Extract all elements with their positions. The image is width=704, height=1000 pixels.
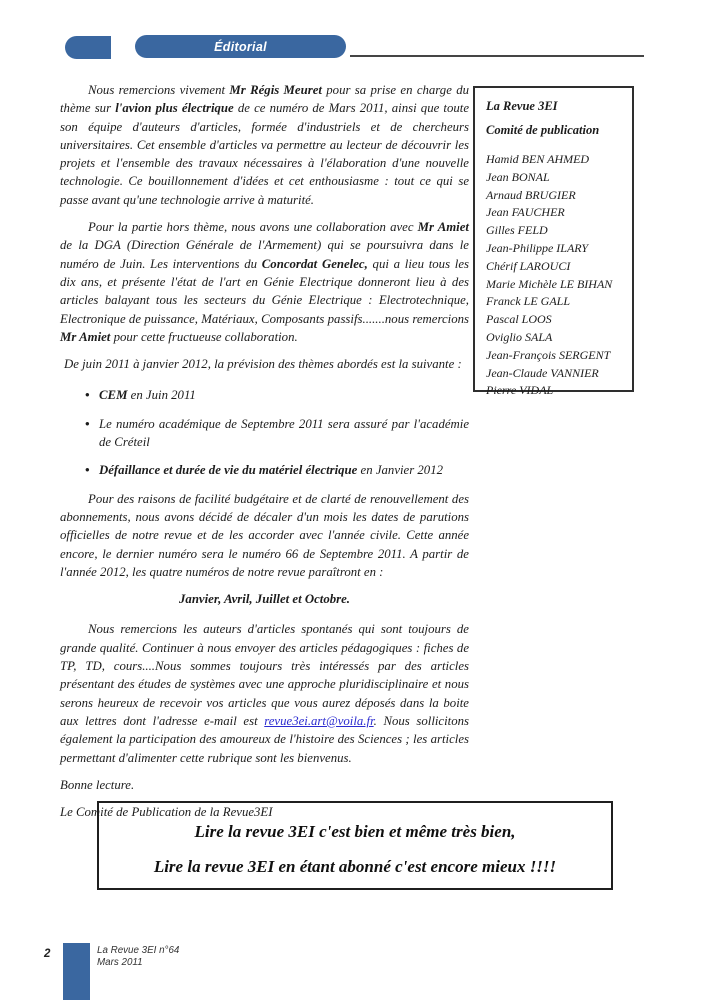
paragraph-theme: Nous remercions vivement Mr Régis Meuret pour sa prise en charge du thème sur l'avion plus électrique de ce numéro de Mars 2011, ainsi que toute son équipe d'auteurs d'articles, formée d'industriels et de chercheurs universitaires. Cet ensemble d'articles va permettre au lecteur de découvrir les projets et l'ensemble des travaux nécessaires à l'élaboration d'une nouvelle technologie. Ce bouillonnement d'idées et cet enthousiasme : tout ce qui se passe avant qu'une technologie arrive à maturité. (60, 83, 470, 207)
editorial-banner (135, 35, 346, 58)
paragraph-hors-theme: Pour la partie hors thème, nous avons une collaboration avec Mr Amiet de la DGA (Direction Générale de l'Armement) qui se poursuivra dans le numéro de Juin. Les interventions du Concordat Genelec, qui a lieu tous les dix ans, et présente l'état de l'art en Génie Electrique donneront lieu à des articles balayant tous les secteurs du Génie Electrique : Electrotechnique, Electronique de puissance, Matériaux, Composants passifs.......nous remercions Mr Amiet pour cette fructueuse collaboration. (60, 220, 470, 344)
footer-journal-info (97, 945, 179, 968)
sidebar-subtitle: Comité de publication (486, 123, 600, 137)
months-line: Janvier, Avril, Juillet et Octobre. (179, 592, 350, 607)
page-number: 2 (44, 948, 51, 960)
bullet-icon: • (85, 463, 90, 478)
bullet-text: Défaillance et durée de vie du matériel électrique en Janvier 2012 (99, 463, 444, 478)
committee-member: Franck LE GALL (486, 294, 570, 309)
committee-member: Hamid BEN AHMED (486, 152, 590, 166)
committee-member: Jean-François SERGENT (486, 347, 611, 362)
list-item (85, 415, 469, 452)
email-link[interactable]: revue3ei.art@voila.fr (264, 713, 374, 728)
footer-accent-bar (63, 943, 90, 1000)
closing-bonne-lecture: Bonne lecture. (60, 777, 135, 792)
committee-member: Pierre VIDAL (486, 383, 554, 398)
committee-member: Arnaud BRUGIER (486, 187, 576, 202)
list-item (85, 386, 469, 404)
committee-member: Gilles FELD (486, 223, 548, 238)
bullet-icon: • (85, 416, 90, 431)
committee-member: Chérif LAROUCI (486, 258, 571, 273)
committee-member: Oviglio SALA (486, 329, 553, 344)
slogan-line-2: Lire la revue 3EI en étant abonné c'est encore mieux !!!! (153, 857, 557, 876)
committee-members-list (486, 151, 626, 400)
committee-member: Jean FAUCHER (486, 205, 565, 220)
committee-member: Marie Michèle LE BIHAN (486, 276, 613, 291)
bullet-icon: • (85, 388, 90, 403)
list-item (85, 461, 469, 479)
sidebar-title: La Revue 3EI (486, 99, 558, 113)
journal-date: Mars 2011 (97, 956, 143, 968)
header-rule (350, 55, 644, 57)
paragraph-articles-spontanes: Nous remercions les auteurs d'articles spontanés qui sont toujours de grande qualité. Continuer à nous envoyer des articles pédagogiques : fiches de TP, TD, cours....Nous sommes toujours très intéressés par des articles présentant des études de systèmes avec une approche pluridisciplinaire et nous serons heureux de recevoir vos articles que vous aurez déposés dans la boite aux lettres dont l'adresse e-mail est revue3ei.art@voila.fr. Nous sollicitons également la participation des amoureux de l'histoire des Sciences ; les articles permettant d'alimenter cette rubrique sont les bienvenus. (60, 622, 469, 765)
bullet-text: CEM en Juin 2011 (99, 388, 196, 403)
page-title: Éditorial (214, 39, 267, 54)
subscription-slogan-box (97, 801, 613, 890)
committee-member: Jean-Philippe ILARY (486, 240, 589, 255)
themes-list (85, 386, 469, 479)
journal-title: La Revue 3EI n°64 (97, 945, 180, 956)
slogan-line-1: Lire la revue 3EI c'est bien et même très bien, (194, 822, 516, 841)
publication-committee-box (473, 86, 634, 398)
paragraph-abonnements: Pour des raisons de facilité budgétaire et de clarté de renouvellement des abonnements, nous avons décidé de décaler d'un mois les dates de parutions officielles de notre revue et de les accorder avec l'année civile. Cette année encore, le dernier numéro sera le numéro 66 de Septembre 2011. A partir de l'année 2012, les quatre numéros de notre revue paraîtront en : (60, 491, 469, 579)
committee-member: Jean BONAL (486, 169, 550, 184)
committee-member: Pascal LOOS (486, 312, 552, 327)
themes-intro: De juin 2011 à janvier 2012, la prévision des thèmes abordés est la suivante : (64, 357, 462, 372)
committee-member: Jean-Claude VANNIER (486, 365, 599, 380)
bullet-text: Le numéro académique de Septembre 2011 sera assuré par l'académie de Créteil (99, 416, 469, 450)
header-accent-shape (65, 36, 111, 59)
editorial-body (60, 81, 469, 830)
closing-signature: Le Comité de Publication de la Revue3EI (60, 805, 273, 820)
